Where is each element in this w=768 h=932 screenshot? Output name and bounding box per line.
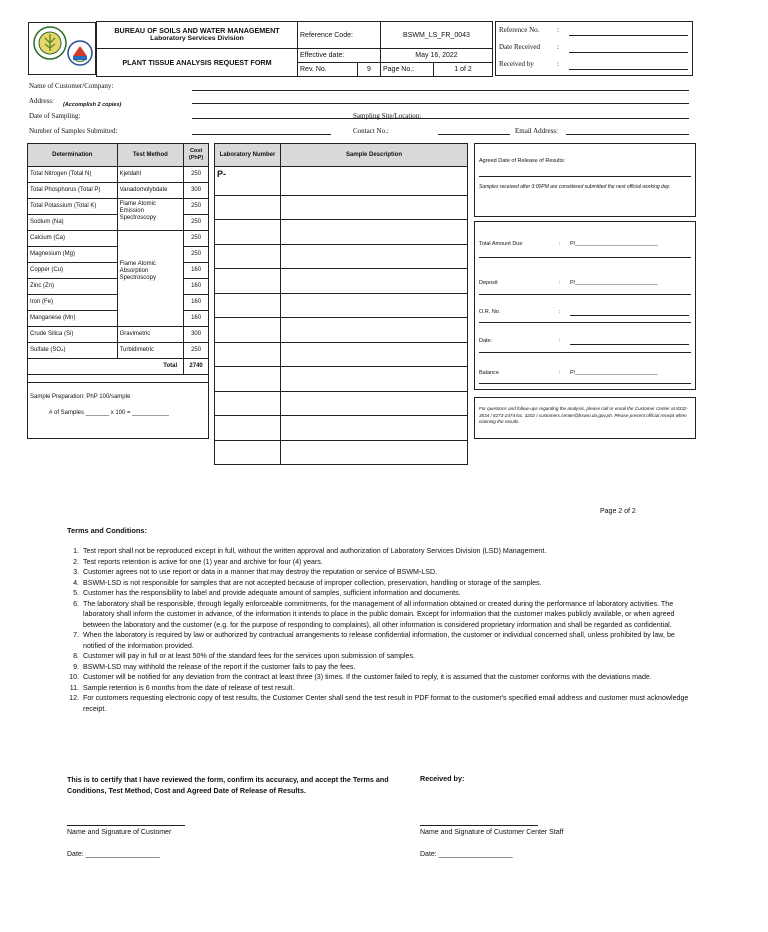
- sample-prep-label: Sample Preparation: PhP 100/sample: [30, 394, 131, 400]
- bswm-seal-icon: [33, 26, 67, 60]
- sampling-date-label: Date of Sampling:: [29, 112, 81, 120]
- colon: :: [559, 370, 561, 376]
- rev-no: 9: [357, 63, 380, 76]
- cost: 160: [184, 279, 209, 295]
- terms-title: Terms and Conditions:: [67, 526, 147, 535]
- table-row: [28, 327, 209, 343]
- table-row: [215, 440, 468, 465]
- address-line-2[interactable]: [192, 118, 689, 119]
- rev-label: Rev. No.: [300, 66, 327, 73]
- divider: [479, 383, 691, 384]
- sample-description-cell[interactable]: [281, 167, 468, 196]
- agreed-release-line[interactable]: [479, 176, 691, 177]
- list-item: 3. Customer agrees not to use report or data in a manner that may destroy the reputation or service of BSWM-LSD.: [81, 567, 697, 578]
- determination-name: Manganese (Mn): [28, 311, 118, 327]
- terms-list: [67, 546, 697, 714]
- cost: 250: [184, 215, 209, 231]
- or-no-label: O.R. No.: [479, 309, 501, 315]
- reference-no-label: Reference No.: [499, 26, 540, 34]
- customer-name-line[interactable]: [192, 90, 689, 91]
- col-sample-description: Sample Description: [281, 144, 468, 167]
- determination-name: Total Phosphorus (Total P): [28, 183, 118, 199]
- logos: [28, 22, 96, 75]
- cost: 160: [184, 263, 209, 279]
- table-row: [28, 199, 209, 215]
- list-item: 7. When the laboratory is required by law or authorized by contractual arrangements to release confidential information, the customer or individual concerned shall, unless prohibited by law, be notified of the information provided.: [81, 630, 697, 651]
- list-item: 11. Sample retention is 6 months from the date of release of test result.: [81, 683, 697, 694]
- table-row: [215, 318, 468, 343]
- sample-description-cell[interactable]: [281, 244, 468, 269]
- test-method: Kjeldahl: [117, 167, 184, 183]
- certify-statement: This is to certify that I have reviewed the form, confirm its accuracy, and accept the Terms and Conditions, Test Method, Cost and Agreed Date of Release of Results.: [67, 775, 389, 795]
- determination-name: Total Potassium (Total K): [28, 199, 118, 215]
- reference-box: [495, 21, 693, 76]
- ref-code: BSWM_LS_FR_0043: [381, 22, 493, 49]
- determination-name: Calcium (Ca): [28, 231, 118, 247]
- lab-number-cell[interactable]: P-: [215, 167, 281, 196]
- determination-name: Sulfate (SO₄): [28, 343, 118, 359]
- total-due-label: Total Amount Due: [479, 241, 523, 247]
- samples-submitted-label: Number of Samples Submitted:: [29, 127, 118, 135]
- balance-label: Balance: [479, 370, 499, 376]
- page-no: 1 of 2: [434, 63, 493, 77]
- cost: 250: [184, 343, 209, 359]
- list-item: 10. Customer will be notified for any deviation from the contract at least three (3) times. If the customer failed to reply, it is assumed that the customer conforms with the deviations made.: [81, 672, 697, 683]
- lab-number-cell[interactable]: [215, 391, 281, 416]
- payment-box: [474, 221, 696, 390]
- reference-no-line[interactable]: [569, 35, 688, 36]
- sample-description-cell[interactable]: [281, 391, 468, 416]
- deposit-label: Deposit: [479, 280, 498, 286]
- received-by-heading: Received by:: [420, 774, 465, 783]
- agreed-release-label: Agreed Date of Release of Results:: [479, 158, 566, 164]
- determination-name: Copper (Cu): [28, 263, 118, 279]
- colon: :: [557, 26, 559, 34]
- effective-date: May 16, 2022: [381, 49, 493, 63]
- received-by-label: Received by: [499, 60, 534, 68]
- sample-table: [214, 143, 468, 465]
- sample-description-cell[interactable]: [281, 220, 468, 245]
- colon: :: [557, 43, 559, 51]
- determination-table: [27, 143, 209, 381]
- total-label: Total: [28, 359, 184, 375]
- table-row: [28, 231, 209, 247]
- release-box: [474, 143, 696, 217]
- customer-signature-label: Name and Signature of Customer: [67, 829, 172, 836]
- bswm-logo-icon: [67, 40, 93, 66]
- divider: [479, 322, 691, 323]
- date-label: Date:: [479, 338, 493, 344]
- table-row: [215, 293, 468, 318]
- test-method: Vanadomolybdate: [117, 183, 184, 199]
- lab-number-cell[interactable]: [215, 342, 281, 367]
- ref-code-label: Reference Code:: [298, 22, 381, 49]
- date-received-label: Date Received: [499, 43, 541, 51]
- list-item: 4. BSWM-LSD is not responsible for samples that are not accepted because of improper collection, preservation, handling or storage of the samples.: [81, 578, 697, 589]
- lab-number-cell[interactable]: [215, 318, 281, 343]
- address-note: (Accomplish 2 copies): [63, 102, 122, 108]
- sample-description-cell[interactable]: [281, 195, 468, 220]
- date-line[interactable]: [570, 344, 689, 345]
- staff-signature-line[interactable]: [420, 825, 538, 826]
- header-table: [96, 21, 493, 77]
- samples-submitted-line[interactable]: [192, 134, 331, 135]
- page-2-label: Page 2 of 2: [600, 508, 636, 515]
- sampling-site-label: Sampling Site/Location:: [353, 112, 422, 120]
- list-item: 6. The laboratory shall be responsible, through legally enforceable commitments, for the management of all information obtained or created during the performance of laboratory activities. The laboratory shall inform the customer in advance, of the information it intends to place in the public domain. Except for information that the customer makes publicly available, or when agreed between the laboratory and the customer (e.g. for the purpose of responding to complaints), all other information is considered proprietary information and shall be regarded as confidential.: [81, 599, 697, 631]
- table-row: [215, 220, 468, 245]
- table-row: [215, 391, 468, 416]
- customer-signature-line[interactable]: [67, 825, 185, 826]
- determination-name: Sodium (Na): [28, 215, 118, 231]
- agency-name: BUREAU OF SOILS AND WATER MANAGEMENT: [114, 26, 280, 35]
- sample-description-cell[interactable]: [281, 440, 468, 465]
- contact-note: For questions and follow-ups regarding the analysis, please call or email the Customer Center at 8332-3534 / 8273-2474 loc. 3202 / customers.center@bswm.da.gov.ph. Please present official receipt when claiming the results.: [479, 406, 688, 424]
- cost: 250: [184, 167, 209, 183]
- list-item: 8. Customer will pay in full or at least 50% of the standard fees for the services upon submission of samples.: [81, 651, 697, 662]
- deposit-value[interactable]: P/___________________________: [570, 280, 658, 286]
- balance-value[interactable]: P/___________________________: [570, 370, 658, 376]
- cost: 160: [184, 295, 209, 311]
- colon: :: [559, 241, 561, 247]
- determination-name: Iron (Fe): [28, 295, 118, 311]
- release-note: Samples received after 3:00PM are considered submitted the next official working day.: [479, 184, 671, 190]
- lab-number-cell[interactable]: [215, 244, 281, 269]
- colon: :: [559, 280, 561, 286]
- sample-prep-formula[interactable]: # of Samples _______ x 100 = ___________: [49, 410, 169, 416]
- lab-number-cell[interactable]: [215, 416, 281, 441]
- agency-cell: [97, 22, 298, 49]
- list-item: 5. Customer has the responsibility to label and provide adequate amount of samples, sufficient information and documents.: [81, 588, 697, 599]
- test-method: Flame Atomic Absorption Spectroscopy: [117, 231, 184, 327]
- table-row: [215, 269, 468, 294]
- sample-description-cell[interactable]: [281, 269, 468, 294]
- effective-label: Effective date:: [298, 49, 381, 63]
- test-method: Flame Atomic Emission Spectroscopy: [117, 199, 184, 231]
- colon: :: [559, 309, 561, 315]
- sample-description-cell[interactable]: [281, 293, 468, 318]
- contact-note-box: [474, 397, 696, 439]
- date-received-line[interactable]: [569, 52, 688, 53]
- list-item: 2. Test reports retention is active for one (1) year and archive for four (4) years.: [81, 557, 697, 568]
- divider: [479, 257, 691, 258]
- col-test-method: Test Method: [117, 144, 184, 167]
- email-label: Email Address:: [515, 127, 558, 135]
- division-name: Laboratory Services Division: [150, 35, 244, 42]
- cost: 250: [184, 231, 209, 247]
- lab-number-cell[interactable]: [215, 367, 281, 392]
- sample-description-cell[interactable]: [281, 342, 468, 367]
- col-determination: Determination: [28, 144, 118, 167]
- sample-description-cell[interactable]: [281, 416, 468, 441]
- col-cost: Cost (PhP): [184, 144, 209, 167]
- lab-number-cell[interactable]: [215, 293, 281, 318]
- lab-number-cell[interactable]: [215, 440, 281, 465]
- table-row: [28, 183, 209, 199]
- determination-name: Zinc (Zn): [28, 279, 118, 295]
- email-line[interactable]: [566, 134, 689, 135]
- table-row: [215, 342, 468, 367]
- list-item: 1. Test report shall not be reproduced except in full, without the written approval and authorization of Laboratory Services Division (LSD) Management.: [81, 546, 697, 557]
- cost: 250: [184, 247, 209, 263]
- list-item: 12. For customers requesting electronic copy of test results, the Customer Center shall send the test result in PDF format to the customer's specified email address and customer must acknowledge receipt.: [81, 693, 697, 714]
- total-row: [28, 359, 209, 375]
- cost: 250: [184, 199, 209, 215]
- lab-number-cell[interactable]: [215, 195, 281, 220]
- colon: :: [559, 338, 561, 344]
- form-title: PLANT TISSUE ANALYSIS REQUEST FORM: [97, 49, 298, 77]
- table-row: [215, 195, 468, 220]
- page-label: Page No.:: [381, 63, 434, 77]
- table-row: [215, 244, 468, 269]
- test-method: Turbidimetric: [117, 343, 184, 359]
- table-row: [28, 167, 209, 183]
- staff-signature-label: Name and Signature of Customer Center Staff: [420, 829, 564, 836]
- determination-name: Crude Silica (Si): [28, 327, 118, 343]
- cost: 300: [184, 183, 209, 199]
- determination-name: Magnesium (Mg): [28, 247, 118, 263]
- table-row: [215, 167, 468, 196]
- contact-label: Contact No.:: [353, 127, 389, 135]
- customer-name-label: Name of Customer/Company:: [29, 82, 114, 90]
- received-by-line[interactable]: [569, 69, 688, 70]
- determination-name: Total Nitrogen (Total N): [28, 167, 118, 183]
- colon: :: [557, 60, 559, 68]
- sample-prep-box: [27, 382, 209, 439]
- sample-description-cell[interactable]: [281, 367, 468, 392]
- table-row: [215, 367, 468, 392]
- lab-number-cell[interactable]: [215, 269, 281, 294]
- list-item: 9. BSWM-LSD may withhold the release of the report if the customer fails to pay the fees.: [81, 662, 697, 673]
- total-due-value[interactable]: P/___________________________: [570, 241, 658, 247]
- lab-number-cell[interactable]: [215, 220, 281, 245]
- cost: 300: [184, 327, 209, 343]
- divider: [479, 294, 691, 295]
- col-lab-number: Laboratory Number: [215, 144, 281, 167]
- table-row: [215, 416, 468, 441]
- staff-date[interactable]: Date: ___________________: [420, 851, 513, 858]
- contact-line[interactable]: [438, 134, 510, 135]
- address-label: Address:: [29, 97, 54, 105]
- divider: [479, 352, 691, 353]
- or-no-line[interactable]: [570, 315, 689, 316]
- address-line-1[interactable]: [192, 103, 689, 104]
- table-row: [28, 343, 209, 359]
- total-cost: 2740: [184, 359, 209, 375]
- cost: 160: [184, 311, 209, 327]
- customer-date[interactable]: Date: ___________________: [67, 851, 160, 858]
- sample-description-cell[interactable]: [281, 318, 468, 343]
- test-method: Gravimetric: [117, 327, 184, 343]
